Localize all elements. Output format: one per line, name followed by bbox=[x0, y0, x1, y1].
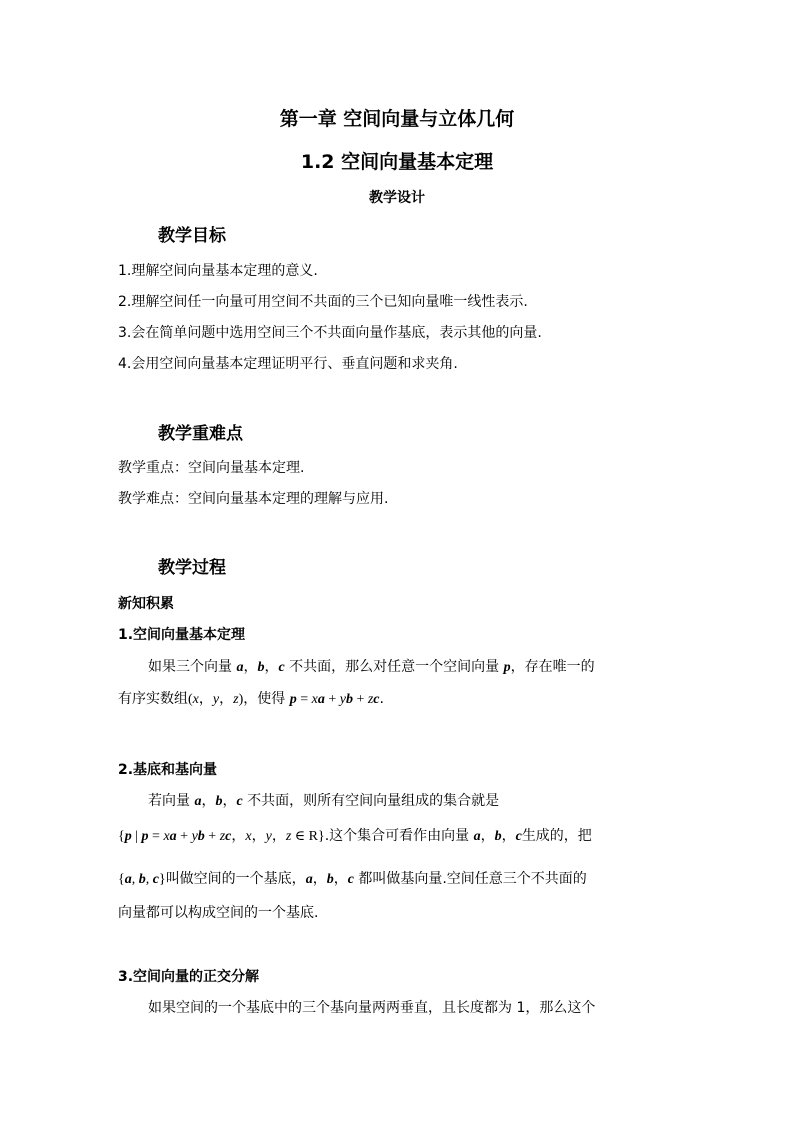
goal-item-2: 2.理解空间任一向量可用空间不共面的三个已知向量唯一线性表示. bbox=[118, 294, 528, 310]
basis-line-2: {p | p = xa + yb + zc，x，y，z ∈ R}.这个集合可看作由向量 a，b，c生成的，把 bbox=[118, 828, 592, 844]
vector-p: p bbox=[503, 660, 511, 675]
process-heading: 教学过程 bbox=[158, 558, 226, 578]
keypoint-focus: 教学重点：空间向量基本定理. bbox=[118, 460, 305, 476]
orthogonal-line-1: 如果空间的一个基底中的三个基向量两两垂直，且长度都为 1，那么这个 bbox=[148, 1000, 596, 1016]
vectors-abc: a，b，c bbox=[236, 660, 285, 675]
goal-item-1: 1.理解空间向量基本定理的意义. bbox=[118, 263, 318, 279]
basis-line-1: 若向量 a，b，c 不共面，则所有空间向量组成的集合就是 bbox=[148, 793, 500, 809]
goal-item-3: 3.会在简单问题中选用空间三个不共面向量作基底，表示其他的向量. bbox=[118, 325, 542, 341]
section-title: 1.2 空间向量基本定理 bbox=[300, 151, 494, 173]
basis-set: {a, b, c} bbox=[118, 872, 166, 887]
new-knowledge-heading: 新知积累 bbox=[118, 596, 174, 612]
theorem-line-2: 有序实数组(x，y，z)，使得 p = xa + yb + zc. bbox=[118, 691, 384, 707]
vectors-abc: a，b，c bbox=[194, 794, 243, 809]
vectors-abc: a，b，c bbox=[305, 872, 354, 887]
theorem-title: 1.空间向量基本定理 bbox=[118, 627, 246, 643]
theorem-line-1: 如果三个向量 a，b，c 不共面，那么对任意一个空间向量 p，存在唯一的 bbox=[148, 659, 595, 675]
goal-item-4: 4.会用空间向量基本定理证明平行、垂直问题和求夹角. bbox=[118, 356, 458, 372]
vectors-abc: a，b，c bbox=[473, 829, 522, 844]
vector-set: {p | p = xa + yb + zc，x，y，z ∈ R} bbox=[118, 829, 325, 844]
basis-line-3: {a, b, c}叫做空间的一个基底，a，b，c 都叫做基向量.空间任意三个不共面的 bbox=[118, 871, 587, 887]
ordered-triple: (x，y，z) bbox=[188, 692, 244, 707]
keypoint-difficulty: 教学难点：空间向量基本定理的理解与应用. bbox=[118, 491, 389, 507]
orthogonal-title: 3.空间向量的正交分解 bbox=[118, 969, 260, 985]
keypoints-heading: 教学重难点 bbox=[158, 424, 243, 444]
chapter-title: 第一章 空间向量与立体几何 bbox=[279, 108, 515, 130]
goals-heading: 教学目标 bbox=[158, 226, 226, 246]
basis-title: 2.基底和基向量 bbox=[118, 762, 218, 778]
document-subtitle: 教学设计 bbox=[369, 190, 425, 206]
theorem-formula: p = xa + yb + zc bbox=[289, 692, 380, 707]
basis-line-4: 向量都可以构成空间的一个基底. bbox=[118, 905, 319, 921]
